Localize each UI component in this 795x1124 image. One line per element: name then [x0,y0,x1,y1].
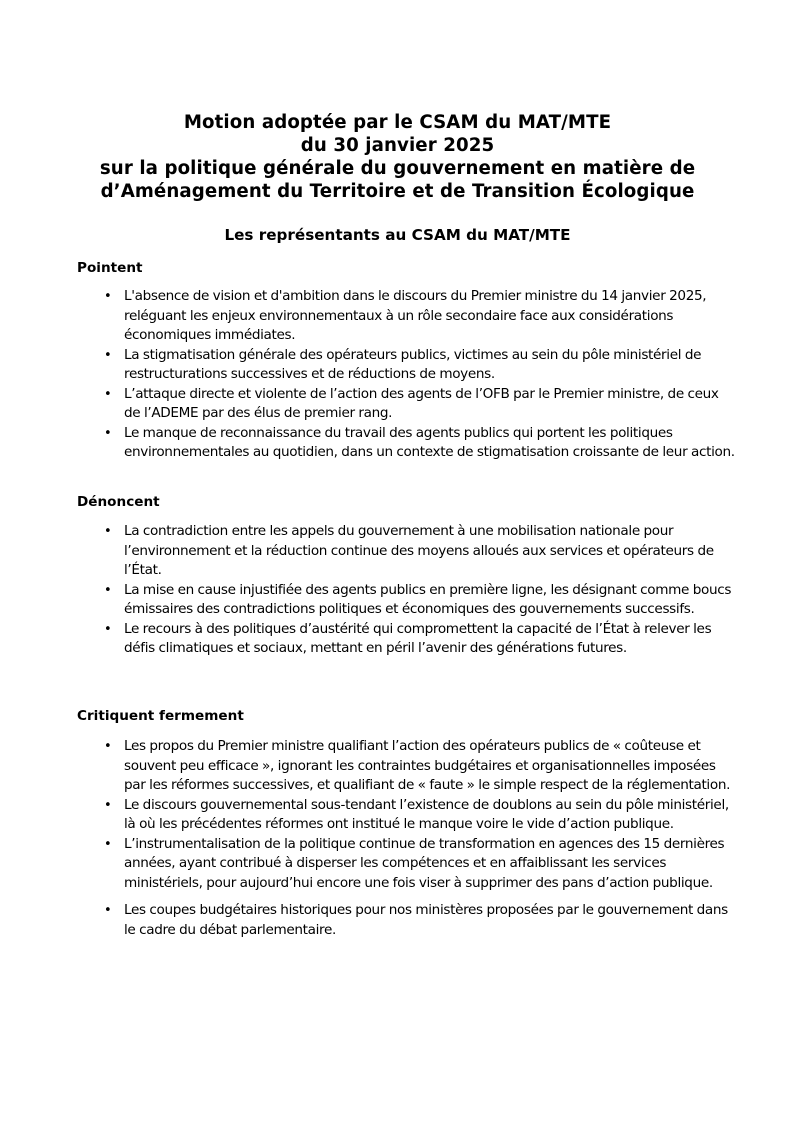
list-item-text: Le manque de reconnaissance du travail des agents publics qui portent les politiques environnementales au quotidien, dans un contexte de stigmatisation croissante de leur action. [124,424,735,460]
section-denoncent [77,493,737,659]
list-item [77,901,737,940]
list-item [77,522,737,581]
title-line: d’Aménagement du Territoire et de Transition Écologique [100,181,695,203]
list-item-text: Les propos du Premier ministre qualifiant l’action des opérateurs publics de « coûteuse et souvent peu efficace », ignorant les contraintes budgétaires et organisationnelles imposées par les réformes successives, et qualifiant de « faute » le simple respect de la réglementation. [124,738,731,793]
list-item [77,737,737,796]
list-item [77,581,737,620]
list-item-text: La stigmatisation générale des opérateurs publics, victimes au sein du pôle ministériel de restructurations successives et de réductions de moyens. [124,346,702,382]
section-pointent [77,259,737,463]
document-subtitle: Les représentants au CSAM du MAT/MTE [224,225,571,244]
list-item [77,835,737,894]
list-item [77,385,737,424]
list-item-text: Le discours gouvernemental sous-tendant l’existence de doublons au sein du pôle ministériel, là où les précédentes réformes ont institué le manque voire le vide d’action publique. [124,796,729,832]
bullet-icon: • [104,797,112,813]
section-heading: Critiquent fermement [77,708,244,724]
list-item [77,620,737,659]
list-item-text: L'absence de vision et d'ambition dans le discours du Premier ministre du 14 janvier 2025, reléguant les enjeux environnementaux à un rôle secondaire face aux considérations économiques immédiates. [124,288,707,343]
section-heading: Pointent [77,260,143,276]
list-item-text: L’attaque directe et violente de l’action des agents de l’OFB par le Premier ministre, de ceux de l’ADEME par des élus de premier rang. [124,385,719,421]
bullet-icon: • [104,524,112,539]
list-item-text: Le recours à des politiques d’austérité qui compromettent la capacité de l’État à relever les défis climatiques et sociaux, mettant en péril l’avenir des générations futures. [124,620,712,656]
bullet-icon: • [104,347,112,363]
bullet-list [77,287,737,463]
bullet-icon: • [104,739,112,754]
document-title [0,111,795,203]
list-item [77,424,737,463]
bullet-icon: • [104,582,112,598]
bullet-icon: • [104,289,112,304]
list-item-text: La mise en cause injustifiée des agents publics en première ligne, les désignant comme boucs émissaires des contradictions politiques et économiques des gouvernements successifs. [124,581,732,617]
title-line: sur la politique générale du gouvernement en matière de [99,158,696,180]
bullet-list [77,522,737,659]
title-line: Motion adoptée par le CSAM du MAT/MTE [183,112,612,134]
list-item-text: La contradiction entre les appels du gouvernement à une mobilisation nationale pour l’environnement et la réduction continue des moyens alloués aux services et opérateurs de l’État. [124,523,714,578]
title-line: du 30 janvier 2025 [300,135,495,157]
list-item [77,796,737,835]
bullet-icon: • [104,621,112,637]
bullet-icon: • [104,836,112,852]
list-item-text: L’instrumentalisation de la politique continue de transformation en agences des 15 dernières années, ayant contribué à disperser les compétences et en affaiblissant les services ministériels, pour aujourd’hui encore une fois viser à supprimer des pans d’action publique. [124,835,725,891]
list-item [77,287,737,346]
list-item [77,346,737,385]
bullet-icon: • [104,425,112,441]
bullet-icon: • [104,386,112,402]
bullet-list [77,737,737,940]
bullet-icon: • [104,903,112,918]
list-item-text: Les coupes budgétaires historiques pour nos ministères proposées par le gouvernement dans le cadre du débat parlementaire. [124,902,728,938]
section-critiquent-fermement [77,707,737,940]
section-heading: Dénoncent [77,494,160,510]
